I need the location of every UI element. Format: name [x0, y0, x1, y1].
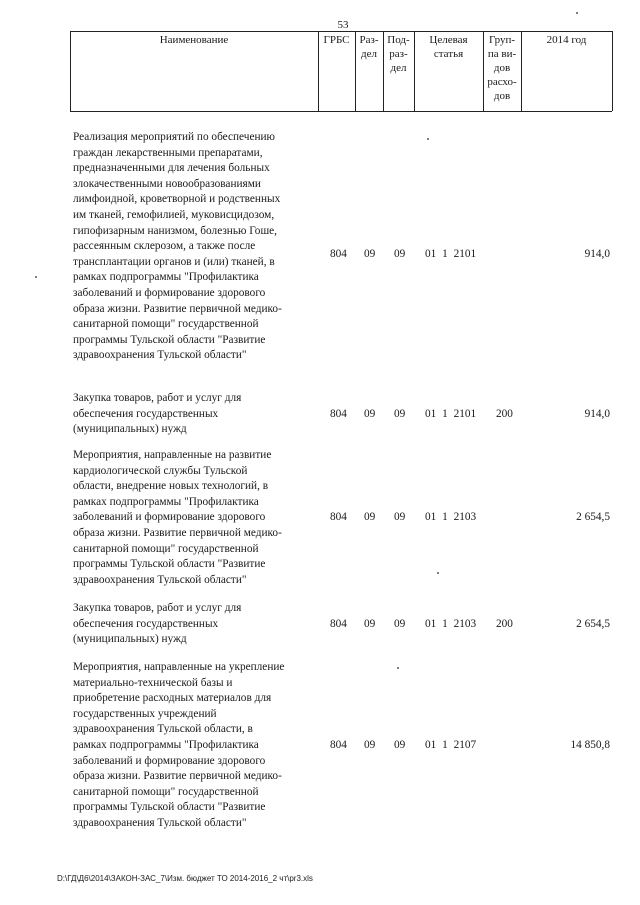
- header-divider: [612, 31, 613, 111]
- scan-speck: [397, 667, 399, 669]
- row-grbs: 804: [330, 511, 347, 523]
- row-razdel: 09: [364, 248, 376, 260]
- row-target: 01 1 2103: [425, 618, 477, 630]
- scan-speck: [427, 138, 429, 140]
- row-razdel: 09: [364, 408, 376, 420]
- row-name: Реализация мероприятий по обеспечению граждан лекарственными препаратами, предназначенными для лечения больных злокачественными новообразованиями лимфоидной, кроветворной и родственных им тканей, гемофилией, муковисцидозом, гипофизарным нанизмом, болезнью Гоше, рассеянным склерозом, а также после трансплантации органов и (или) тканей, в рамках подпрограммы "Профилактика заболеваний и формирование здорового образа жизни. Развитие первичной медико- санитарной помощи" государственной программы Тульской области "Развитие здравоохранения Тульской области": [73, 131, 282, 362]
- row-target: 01 1 2101: [425, 248, 477, 260]
- scan-speck: [35, 276, 37, 278]
- header-grbs: ГРБС: [323, 34, 350, 46]
- row-target: 01 1 2103: [425, 511, 477, 523]
- row-name: Мероприятия, направленные на укрепление материально-технической базы и приобретение расходных материалов для государственных учреждений здравоохранения Тульской области, в рамках подпрограммы "Профилактика заболеваний и формирование здорового образа жизни. Развитие первичной медико- санитарной помощи" государственной программы Тульской области "Развитие здравоохранения Тульской области": [73, 661, 285, 829]
- page-number: 53: [337, 19, 349, 31]
- header-podrazdel: Под- раз- дел: [387, 34, 410, 74]
- header-bottom-border: [70, 111, 612, 112]
- row-podrazdel: 09: [394, 618, 406, 630]
- row-vid: 200: [496, 618, 513, 630]
- row-name: Закупка товаров, работ и услуг для обеспечения государственных (муниципальных) нужд: [73, 392, 242, 436]
- header-target: Целевая статья: [429, 34, 468, 60]
- table-header: [70, 31, 612, 111]
- row-podrazdel: 09: [394, 408, 406, 420]
- header-name: Наименование: [159, 34, 229, 46]
- row-podrazdel: 09: [394, 248, 406, 260]
- row-podrazdel: 09: [394, 739, 406, 751]
- row-grbs: 804: [330, 739, 347, 751]
- row-amount: 914,0: [584, 248, 610, 260]
- row-grbs: 804: [330, 618, 347, 630]
- row-target: 01 1 2101: [425, 408, 477, 420]
- scan-speck: [437, 572, 439, 574]
- header-razdel: Раз- дел: [359, 34, 379, 60]
- header-vid: Груп- па ви- дов расхо- дов: [487, 34, 517, 102]
- row-podrazdel: 09: [394, 511, 406, 523]
- footer-file-path: D:\ГД\Д6\2014\ЗАКОН-ЗАС_7\Изм. бюджет ТО 2014-2016_2 чт\pr3.xls: [57, 874, 313, 883]
- header-year: 2014 год: [546, 34, 587, 46]
- row-razdel: 09: [364, 739, 376, 751]
- row-amount: 2 654,5: [576, 511, 610, 523]
- row-target: 01 1 2107: [425, 739, 477, 751]
- row-amount: 2 654,5: [576, 618, 610, 630]
- row-name: Мероприятия, направленные на развитие кардиологической службы Тульской области, внедрение новых технологий, в рамках подпрограммы "Профилактика заболеваний и формирование здорового образа жизни. Развитие первичной медико- санитарной помощи" государственной программы Тульской области "Развитие здравоохранения Тульской области": [73, 449, 282, 586]
- row-grbs: 804: [330, 248, 347, 260]
- row-name: Закупка товаров, работ и услуг для обеспечения государственных (муниципальных) нужд: [73, 602, 242, 646]
- row-amount: 14 850,8: [570, 739, 610, 751]
- row-vid: 200: [496, 408, 513, 420]
- row-razdel: 09: [364, 618, 376, 630]
- row-amount: 914,0: [584, 408, 610, 420]
- row-grbs: 804: [330, 408, 347, 420]
- row-razdel: 09: [364, 511, 376, 523]
- scan-speck: [576, 12, 578, 14]
